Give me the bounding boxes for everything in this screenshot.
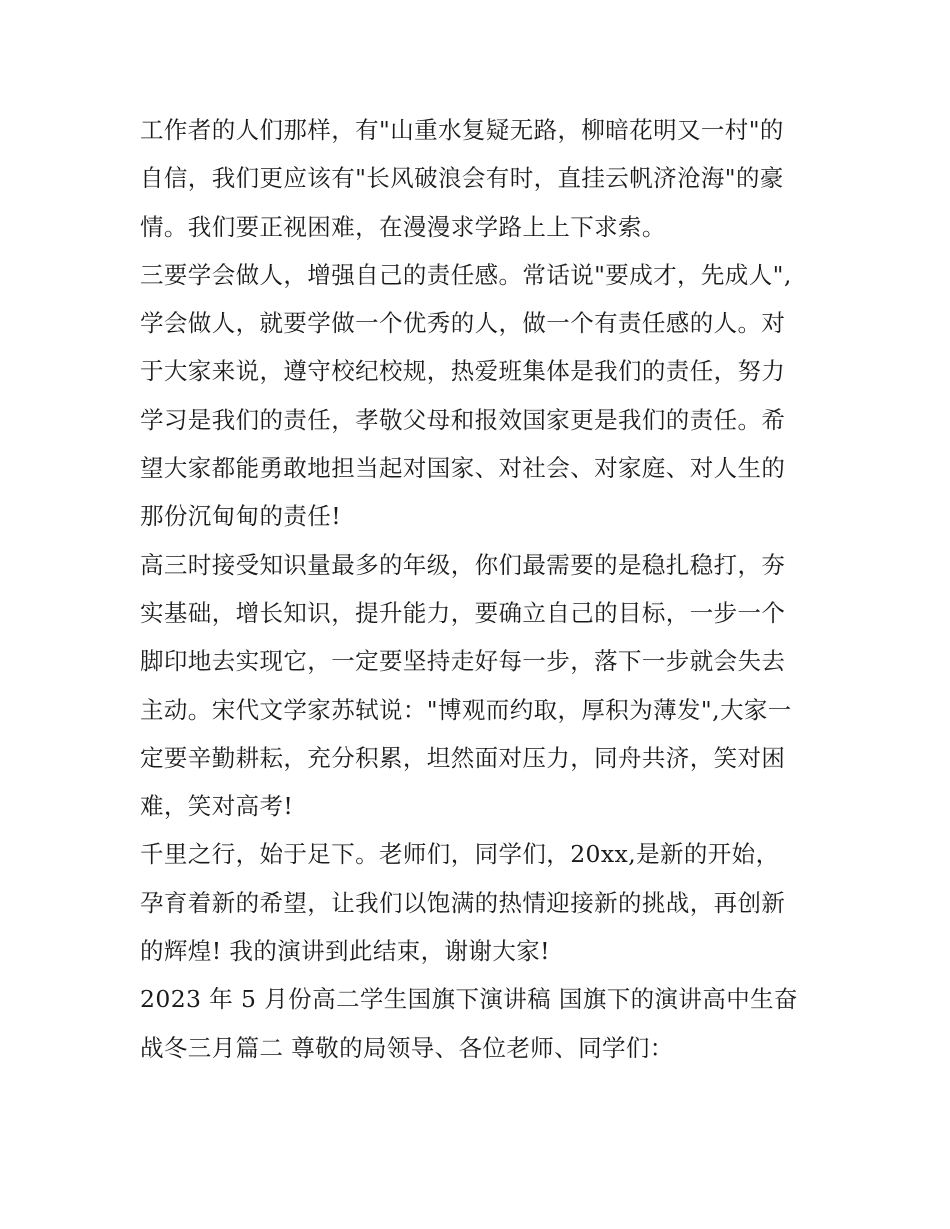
text-line: 实基础，增长知识，提升能力，要确立自己的目标，一步一个 [140,598,786,627]
text-line: 主动。宋代文学家苏轼说："博观而约取，厚积为薄发",大家一 [140,695,792,724]
text-line: 千里之行，始于足下。老师们，同学们，20xx,是新的开始， [140,840,780,869]
text-line: 望大家都能勇敢地担当起对国家、对社会、对家庭、对人生的 [140,454,786,483]
text-line: 学习是我们的责任，孝敬父母和报效国家更是我们的责任。希 [140,405,786,434]
text-line: 的辉煌! 我的演讲到此结束，谢谢大家! [140,937,550,966]
text-line: 工作者的人们那样，有"山重水复疑无路，柳暗花明又一村"的 [140,116,784,144]
text-line: 那份沉甸甸的责任! [140,502,342,531]
document-body [140,106,820,1072]
text-line: 自信，我们更应该有"长风破浪会有时，直挂云帆济沧海"的豪 [140,164,784,193]
text-line: 定要辛勤耕耘，充分积累，坦然面对压力，同舟共济，笑对困 [140,743,786,772]
text-line: 高三时接受知识量最多的年级，你们最需要的是稳扎稳打，夯 [140,550,786,579]
text-line: 学会做人，就要学做一个优秀的人，做一个有责任感的人。对 [140,309,786,338]
text-line: 脚印地去实现它，一定要坚持走好每一步，落下一步就会失去 [140,647,786,676]
text-line: 难，笑对高考! [140,792,294,821]
text-line: 情。我们要正视困难，在漫漫求学路上上下求索。 [140,212,666,241]
text-line: 2023 年 5 月份高二学生国旗下演讲稿 国旗下的演讲高中生奋 [140,985,798,1014]
text-line: 战冬三月篇二 尊敬的局领导、各位老师、同学们： [140,1033,674,1062]
text-line: 三要学会做人，增强自己的责任感。常话说"要成才，先成人", [140,260,792,289]
text-line: 于大家来说，遵守校纪校规，热爱班集体是我们的责任，努力 [140,357,786,386]
text-line: 孕育着新的希望，让我们以饱满的热情迎接新的挑战，再创新 [140,888,786,917]
